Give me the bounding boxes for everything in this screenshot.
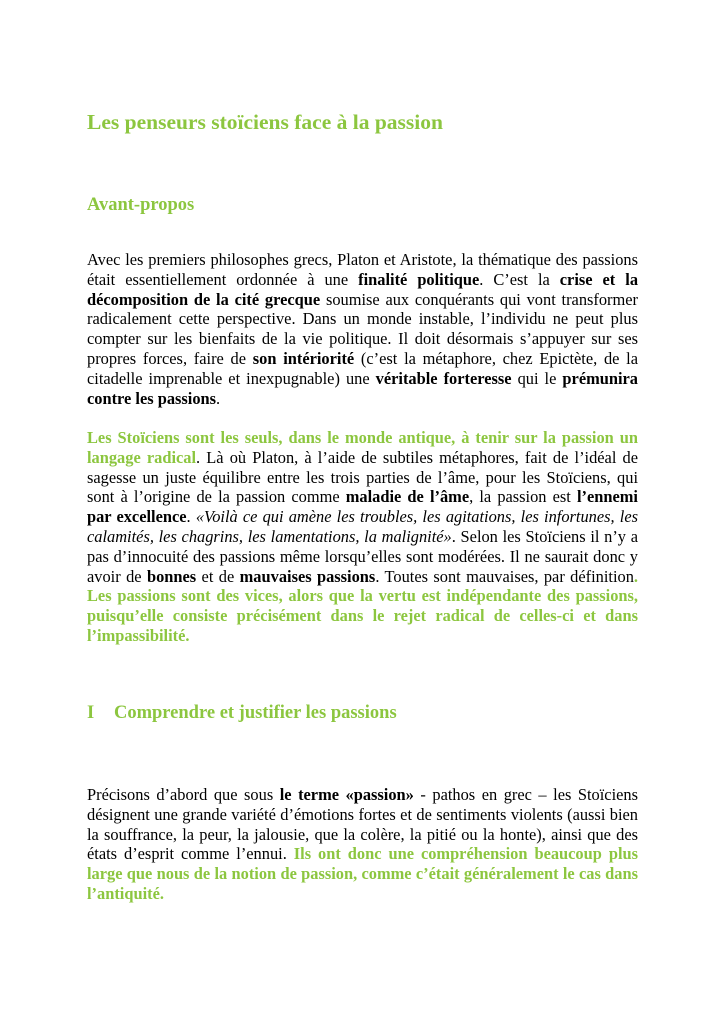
text-run: qui le [511, 368, 563, 388]
section-number: I [87, 703, 95, 723]
heading-section-1 [87, 703, 397, 724]
heading-avant-propos: Avant-propos [87, 195, 195, 215]
text-run: et de [196, 566, 240, 586]
bold-ennemi: l’ennemi par excellence [87, 487, 638, 527]
section-title: Comprendre et justifier les passions [114, 703, 397, 723]
document-title: Les penseurs stoïciens face à la passion [87, 110, 443, 134]
text-run: . [186, 507, 196, 527]
text-run: Précisons d’abord que sous [87, 785, 280, 804]
text-run: soumise aux conquérants qui vont transformer radicalement cette perspective. Dans un monde instable, l’individu ne peut plus compter sur les bienfaits de la vie politique. Il doit désormais s’appuyer sur ses propres forces, faire de [87, 289, 638, 368]
bold-bonnes: bonnes [146, 566, 197, 586]
bold-terme-passion: le terme «passion» [279, 785, 414, 804]
text-run: . Toutes sont mauvaises, par définition [375, 566, 634, 586]
text-run: . Là où Platon, à l’aide de subtiles métaphores, fait de l’idéal de sagesse un juste équilibre entre les trois parties de l’âme, pour les Stoïciens, qui sont à l’origine de la passion comme [87, 447, 638, 507]
bold-crise-cite: crise et la décomposition de la cité grecque [87, 269, 639, 309]
text-run: . Selon les Stoïciens il n’y a pas d’innocuité des passions même lorsqu’elles sont modérées. Il ne saurait donc y avoir de [87, 526, 638, 586]
bold-premunira: prémunira contre les passions [87, 368, 638, 408]
bold-maladie-ame: maladie de l’âme [345, 487, 470, 507]
bold-finalite-politique: finalité politique [358, 269, 480, 289]
paragraph-terme-passion [87, 785, 638, 904]
text-run: Avec les premiers philosophes grecs, Platon et Aristote, la thématique des passions était essentiellement ordonnée à une [87, 250, 638, 289]
text-run: (c’est la métaphore, chez Epictète, de la citadelle imprenable et inexpugnable) une [87, 348, 638, 388]
paragraph-intro [87, 250, 638, 408]
italic-quote: «Voilà ce qui amène les troubles, les agitations, les infortunes, les calamités, les chagrins, les lamentations, la malignité» [87, 507, 638, 546]
text-run: . [216, 388, 221, 408]
bold-forteresse: véritable forteresse [375, 368, 512, 388]
bold-interiorite: son intériorité [252, 348, 355, 368]
paragraph-stoiciens [87, 428, 638, 646]
highlight-vices-vertu: . Les passions sont des vices, alors que la vertu est indépendante des passions, puisqu’elle consiste précisément dans le rejet radical de celles-ci et dans l’impassibilité. [87, 566, 639, 645]
text-run: - pathos en grec – les Stoïciens désignent une grande variété d’émotions fortes et de sentiments violents (aussi bien la souffrance, la peur, la jalousie, que la colère, la pitié ou la honte), ainsi que des états d’esprit comme l’ennui. [87, 785, 638, 864]
text-run: . C’est la [479, 269, 560, 289]
highlight-langage-radical: Les Stoïciens sont les seuls, dans le monde antique, à tenir sur la passion un langage radical [87, 428, 638, 467]
bold-mauvaises-passions: mauvaises passions [239, 566, 376, 586]
highlight-comprehension: Ils ont donc une compréhension beaucoup plus large que nous de la notion de passion, comme c’était généralement le cas dans l’antiquité. [87, 844, 638, 903]
text-run: , la passion est [469, 487, 577, 507]
